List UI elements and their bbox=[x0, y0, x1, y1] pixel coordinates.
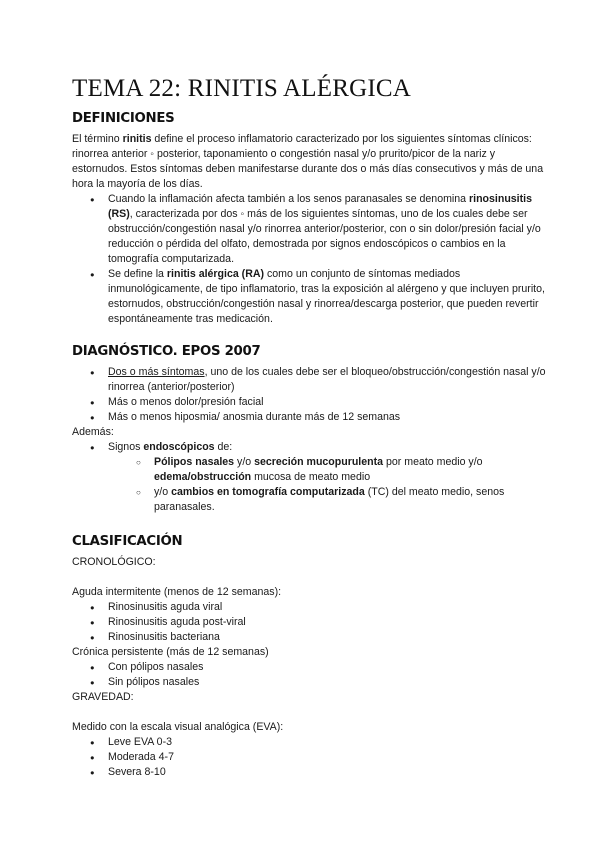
bold-term: rinitis bbox=[122, 133, 152, 145]
section-heading-diagnostico: DIAGNÓSTICO. EPOS 2007 bbox=[72, 344, 261, 359]
underlined-text: Dos o más síntomas bbox=[108, 366, 205, 378]
bold-term: rinosinusitis (RS) bbox=[108, 193, 532, 220]
list-item: ● Más o menos dolor/presión facial bbox=[72, 395, 550, 410]
bold-term: cambios en tomografía computarizada bbox=[171, 486, 365, 498]
bold-term: rinitis alérgica (RA) bbox=[166, 268, 265, 280]
text-run: Se define la bbox=[108, 268, 167, 280]
text-run: por meato medio y/o bbox=[383, 456, 483, 468]
list-item: ● Más o menos hiposmia/ anosmia durante más de 12 semanas bbox=[72, 410, 550, 425]
signs-list bbox=[72, 440, 550, 455]
list-item: ● Rinosinusitis bacteriana bbox=[72, 630, 550, 645]
text-run: Cuando la inflamación afecta también a los senos paranasales se denomina bbox=[108, 193, 469, 205]
text-run: , caracterizada por dos ◦ más de los siguientes síntomas, uno de los cuales debe ser obstrucción/congestión nasal y/o rinorrea anterior/posterior, con o sin dolor/presión facial y/o reducción o pérdida del olfato, demostrada por signos endoscópicos o cambios en la tomografía computarizada. bbox=[108, 208, 541, 265]
list-item bbox=[72, 365, 550, 395]
text-run: de: bbox=[214, 441, 233, 453]
definition-paragraph bbox=[72, 132, 550, 192]
bold-term: secreción mucopurulenta bbox=[254, 456, 384, 468]
list-item: ● Con pólipos nasales bbox=[72, 660, 550, 675]
blank-line bbox=[72, 570, 550, 585]
aguda-label: Aguda intermitente (menos de 12 semanas): bbox=[72, 586, 282, 598]
sublist-item bbox=[72, 485, 550, 515]
subheading-gravedad: GRAVEDAD: bbox=[72, 691, 134, 703]
cronica-list bbox=[72, 660, 550, 690]
text-run: define el proceso inflamatorio caracterizado por los siguientes síntomas clínicos: rinorrea anterior ◦ posterior, taponamiento o congestión nasal y/o prurito/picor de la nariz y estornudos. Estos síntomas deben manifestarse durante dos o más días consecutivos y más de una hora la mayoría de los días. bbox=[72, 133, 544, 190]
aguda-list bbox=[72, 600, 550, 645]
list-item bbox=[72, 267, 550, 327]
list-item: ● Sin pólipos nasales bbox=[72, 675, 550, 690]
page-title: TEMA 22: RINITIS ALÉRGICA bbox=[72, 75, 412, 102]
bold-term: Pólipos nasales bbox=[154, 456, 235, 468]
list-item: ● Rinosinusitis aguda post-viral bbox=[72, 615, 550, 630]
text-run: como un conjunto de síntomas mediados inmunológicamente, de tipo inflamatorio, tras la exposición al alérgeno y que incluyen prurito, estornudos, obstrucción/congestión nasal y rinorrea/descarga posterior, que pueden revertir espontáneamente tras medicación. bbox=[108, 268, 545, 325]
text-run: , uno de los cuales debe ser el bloqueo/obstrucción/congestión nasal y/o rinorrea (anterior/posterior) bbox=[108, 366, 546, 393]
text-run: Signos bbox=[108, 441, 144, 453]
list-item: ● Moderada 4-7 bbox=[72, 750, 550, 765]
definitions-list bbox=[72, 192, 550, 327]
list-item: ● Leve EVA 0-3 bbox=[72, 735, 550, 750]
gravedad-list bbox=[72, 735, 550, 780]
cronica-label: Crónica persistente (más de 12 semanas) bbox=[72, 646, 269, 658]
list-item: ● Severa 8-10 bbox=[72, 765, 550, 780]
bold-term: endoscópicos bbox=[143, 441, 215, 453]
text-run: El término bbox=[72, 133, 123, 145]
list-item: ● Rinosinusitis aguda viral bbox=[72, 600, 550, 615]
diagnosis-list bbox=[72, 365, 550, 425]
sublist-item bbox=[72, 455, 550, 485]
list-item bbox=[72, 440, 550, 455]
ademas-label: Además: bbox=[72, 426, 114, 438]
blank-line bbox=[72, 705, 550, 720]
text-run: y/o bbox=[154, 486, 172, 498]
bold-term: edema/obstrucción bbox=[154, 471, 252, 483]
subheading-cronologico: CRONOLÓGICO: bbox=[72, 556, 156, 568]
text-run: (TC) del meato medio, senos paranasales. bbox=[154, 486, 505, 513]
section-heading-clasificacion: CLASIFICACIÓN bbox=[72, 534, 183, 549]
medido-label: Medido con la escala visual analógica (EVA): bbox=[72, 721, 284, 733]
section-heading-definiciones: DEFINICIONES bbox=[72, 111, 175, 126]
text-run: y/o bbox=[234, 456, 255, 468]
text-run: mucosa de meato medio bbox=[251, 471, 371, 483]
signs-sublist bbox=[72, 455, 550, 515]
list-item bbox=[72, 192, 550, 267]
